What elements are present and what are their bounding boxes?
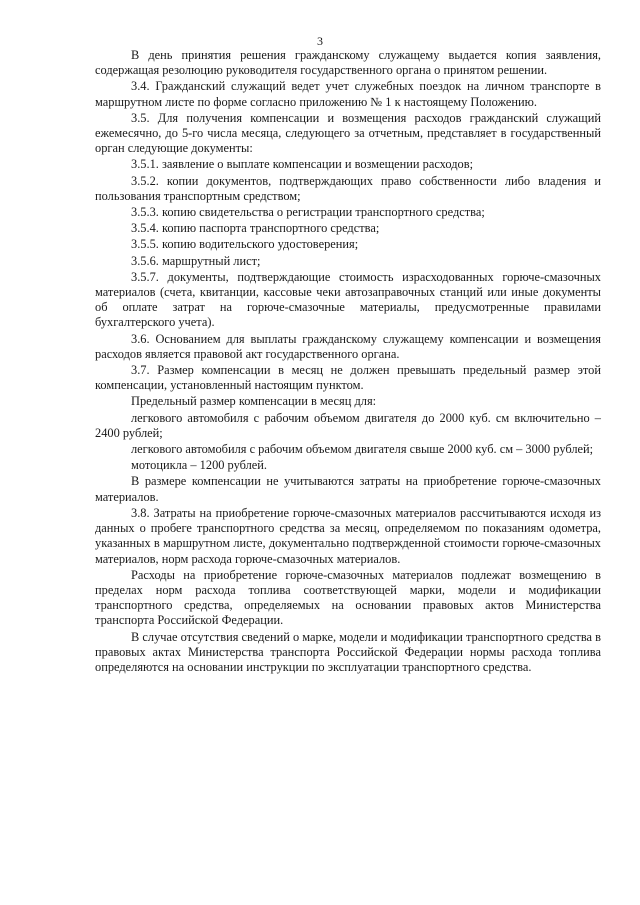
paragraph-fuel-excluded: В размере компенсации не учитываются затраты на приобретение горюче-смазочных материалов. <box>95 474 601 504</box>
page-number: 3 <box>317 34 323 48</box>
paragraph-limit-car-large: легкового автомобиля с рабочим объемом двигателя свыше 2000 куб. см – 3000 рублей; <box>131 442 594 457</box>
paragraph-3-6: 3.6. Основанием для выплаты гражданскому служащему компенсации и возмещения расходов является правовой акт государственного органа. <box>95 331 601 361</box>
paragraph-3-5-7: 3.5.7. документы, подтверждающие стоимость израсходованных горюче-смазочных материалов (счета, квитанции, кассовые чеки автозаправочных станций или иные документы об оплате затрат на горюче-смазочные материалы, предусмотренные правилами бухгалтерского учета). <box>95 269 601 330</box>
paragraph-3-5-2: 3.5.2. копии документов, подтверждающих право собственности либо владения и пользования транспортным средством; <box>95 173 601 203</box>
paragraph-no-data-case: В случае отсутствия сведений о марке, модели и модификации транспортного средства в правовых актах Министерства транспорта Российской Федерации нормы расхода топлива определяются на основании инструкции по эксплуатации транспортного средства. <box>95 629 601 674</box>
paragraph-3-5-5: 3.5.5. копию водительского удостоверения; <box>131 237 359 252</box>
paragraph-3-5-6: 3.5.6. маршрутный лист; <box>131 253 261 268</box>
paragraph-3-5-1: 3.5.1. заявление о выплате компенсации и возмещении расходов; <box>131 157 474 172</box>
paragraph-limit-motorcycle: мотоцикла – 1200 рублей. <box>131 458 268 473</box>
paragraph-3-5-4: 3.5.4. копию паспорта транспортного средства; <box>131 221 380 236</box>
paragraph-limit-car-small: легкового автомобиля с рабочим объемом двигателя до 2000 куб. см включительно – 2400 рублей; <box>95 410 601 440</box>
paragraph-3-5: 3.5. Для получения компенсации и возмещения расходов гражданский служащий ежемесячно, до 5-го числа месяца, следующего за отчетным, представляет в государственный орган следующие документы: <box>95 110 601 156</box>
paragraph-3-7: 3.7. Размер компенсации в месяц не должен превышать предельный размер этой компенсации, установленный настоящим пунктом. <box>95 363 601 393</box>
paragraph-3-8: 3.8. Затраты на приобретение горюче-смазочных материалов рассчитываются исходя из данных о пробеге транспортного средства за месяц, определяемом по показаниям одометра, указанных в маршрутном листе, документально подтвержденной стоимости горюче-смазочных материалов, норм расхода горюче-смазочных материалов. <box>95 505 601 566</box>
paragraph-3-5-3: 3.5.3. копию свидетельства о регистрации транспортного средства; <box>131 205 485 220</box>
paragraph-3-4: 3.4. Гражданский служащий ведет учет служебных поездок на личном транспорте в маршрутном листе по форме согласно приложению № 1 к настоящему Положению. <box>95 79 601 109</box>
document-body <box>95 48 601 675</box>
paragraph-fuel-reimbursement: Расходы на приобретение горюче-смазочных материалов подлежат возмещению в пределах норм расхода топлива соответствующей марки, модели и модификации транспортного средства, определяемых на основании правовых актов Министерства транспорта Российской Федерации. <box>95 567 601 628</box>
paragraph-limit-intro: Предельный размер компенсации в месяц для: <box>131 394 377 409</box>
paragraph-decision-copy: В день принятия решения гражданскому служащему выдается копия заявления, содержащая резолюцию руководителя государственного органа о принятом решении. <box>95 48 601 78</box>
